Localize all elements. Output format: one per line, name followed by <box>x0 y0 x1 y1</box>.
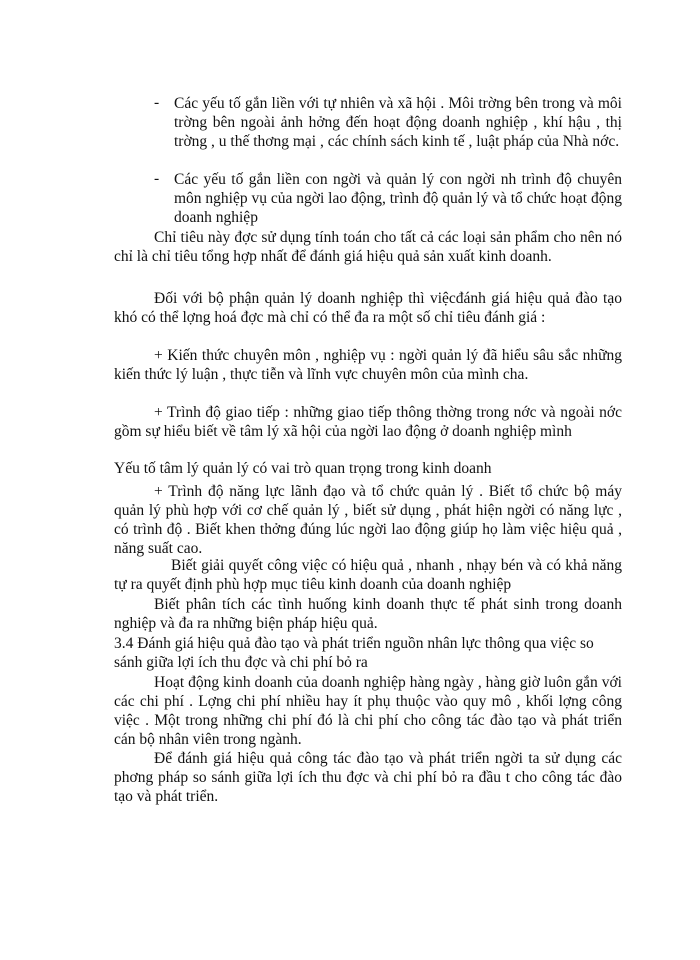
paragraph: Biết giải quyết công việc có hiệu quả , nhanh , nhạy bén và có khả năng tự ra quyết định phù hợp mục tiêu kinh doanh của doanh nghiệp <box>114 557 622 593</box>
bullet-dash: - <box>154 94 160 111</box>
bullet-dash: - <box>154 170 160 187</box>
bullet-item <box>154 94 622 151</box>
paragraph: Để đánh giá hiệu quả công tác đào tạo và phát triển ngời ta sử dụng các phơng pháp so sánh giữa lợi ích thu đợc và chi phí bỏ ra đầu t cho công tác đào tạo và phát triển. <box>114 750 622 805</box>
paragraph: + Kiến thức chuyên môn , nghiệp vụ : ngời quản lý đã hiểu sâu sắc những kiến thức lý luận , thực tiễn và lĩnh vực chuyên môn của mình cha. <box>114 347 622 383</box>
paragraph: Chỉ tiêu này đợc sử dụng tính toán cho tất cả các loại sản phẩm cho nên nó chỉ là chỉ tiêu tổng hợp nhất để đánh giá hiệu quả sản xuất kinh doanh. <box>114 229 622 265</box>
paragraph: Biết phân tích các tình huống kinh doanh thực tế phát sinh trong doanh nghiệp và đa ra những biện pháp hiệu quả. <box>114 596 622 632</box>
paragraph: Hoạt động kinh doanh của doanh nghiệp hàng ngày , hàng giờ luôn gắn với các chi phí . Lợng chi phí nhiều hay ít phụ thuộc vào quy mô , khối lợng công việc . Một trong những chi phí đó là chi phí cho công tác đào tạo và phát triển cán bộ nhân viên trong ngành. <box>114 674 622 748</box>
bullet-text: Các yếu tố gắn liền với tự nhiên và xã hội . Môi trờng bên trong và môi trờng bên ngoài ảnh hởng đến hoạt động doanh nghiệp , khí hậu , thị trờng , u thế thơng mại , các chính sách kinh tế , luật pháp của Nhà nớc. <box>174 95 622 150</box>
paragraph: + Trình độ năng lực lãnh đạo và tổ chức quản lý . Biết tổ chức bộ máy quản lý phù hợp với cơ chế quản lý , biết sử dụng , phát hiện ngời có năng lực , có trình độ . Biết khen thởng đúng lúc ngời lao động giúp họ làm việc hiệu quả , năng suất cao. <box>114 483 622 557</box>
bullet-text: Các yếu tố gắn liền con ngời và quản lý con ngời nh trình độ chuyên môn nghiệp vụ của ngời lao động, trình độ quản lý và tổ chức hoạt động doanh nghiệp <box>174 171 622 226</box>
paragraph: Đối với bộ phận quản lý doanh nghiệp thì việcđánh giá hiệu quả đào tạo khó có thể lợng hoá đợc mà chỉ có thể đa ra một số chỉ tiêu đánh giá : <box>114 290 622 326</box>
paragraph: + Trình độ giao tiếp : những giao tiếp thông thờng trong nớc và ngoài nớc gồm sự hiểu biết về tâm lý xã hội của ngời lao động ở doanh nghiệp mình <box>114 404 622 440</box>
bullet-item <box>154 170 622 227</box>
section-heading: 3.4 Đánh giá hiệu quả đào tạo và phát triển nguồn nhân lực thông qua việc so sánh giữa lợi ích thu đợc và chi phí bỏ ra <box>114 635 594 671</box>
paragraph-note: Yếu tố tâm lý quản lý có vai trò quan trọng trong kinh doanh <box>114 460 492 477</box>
